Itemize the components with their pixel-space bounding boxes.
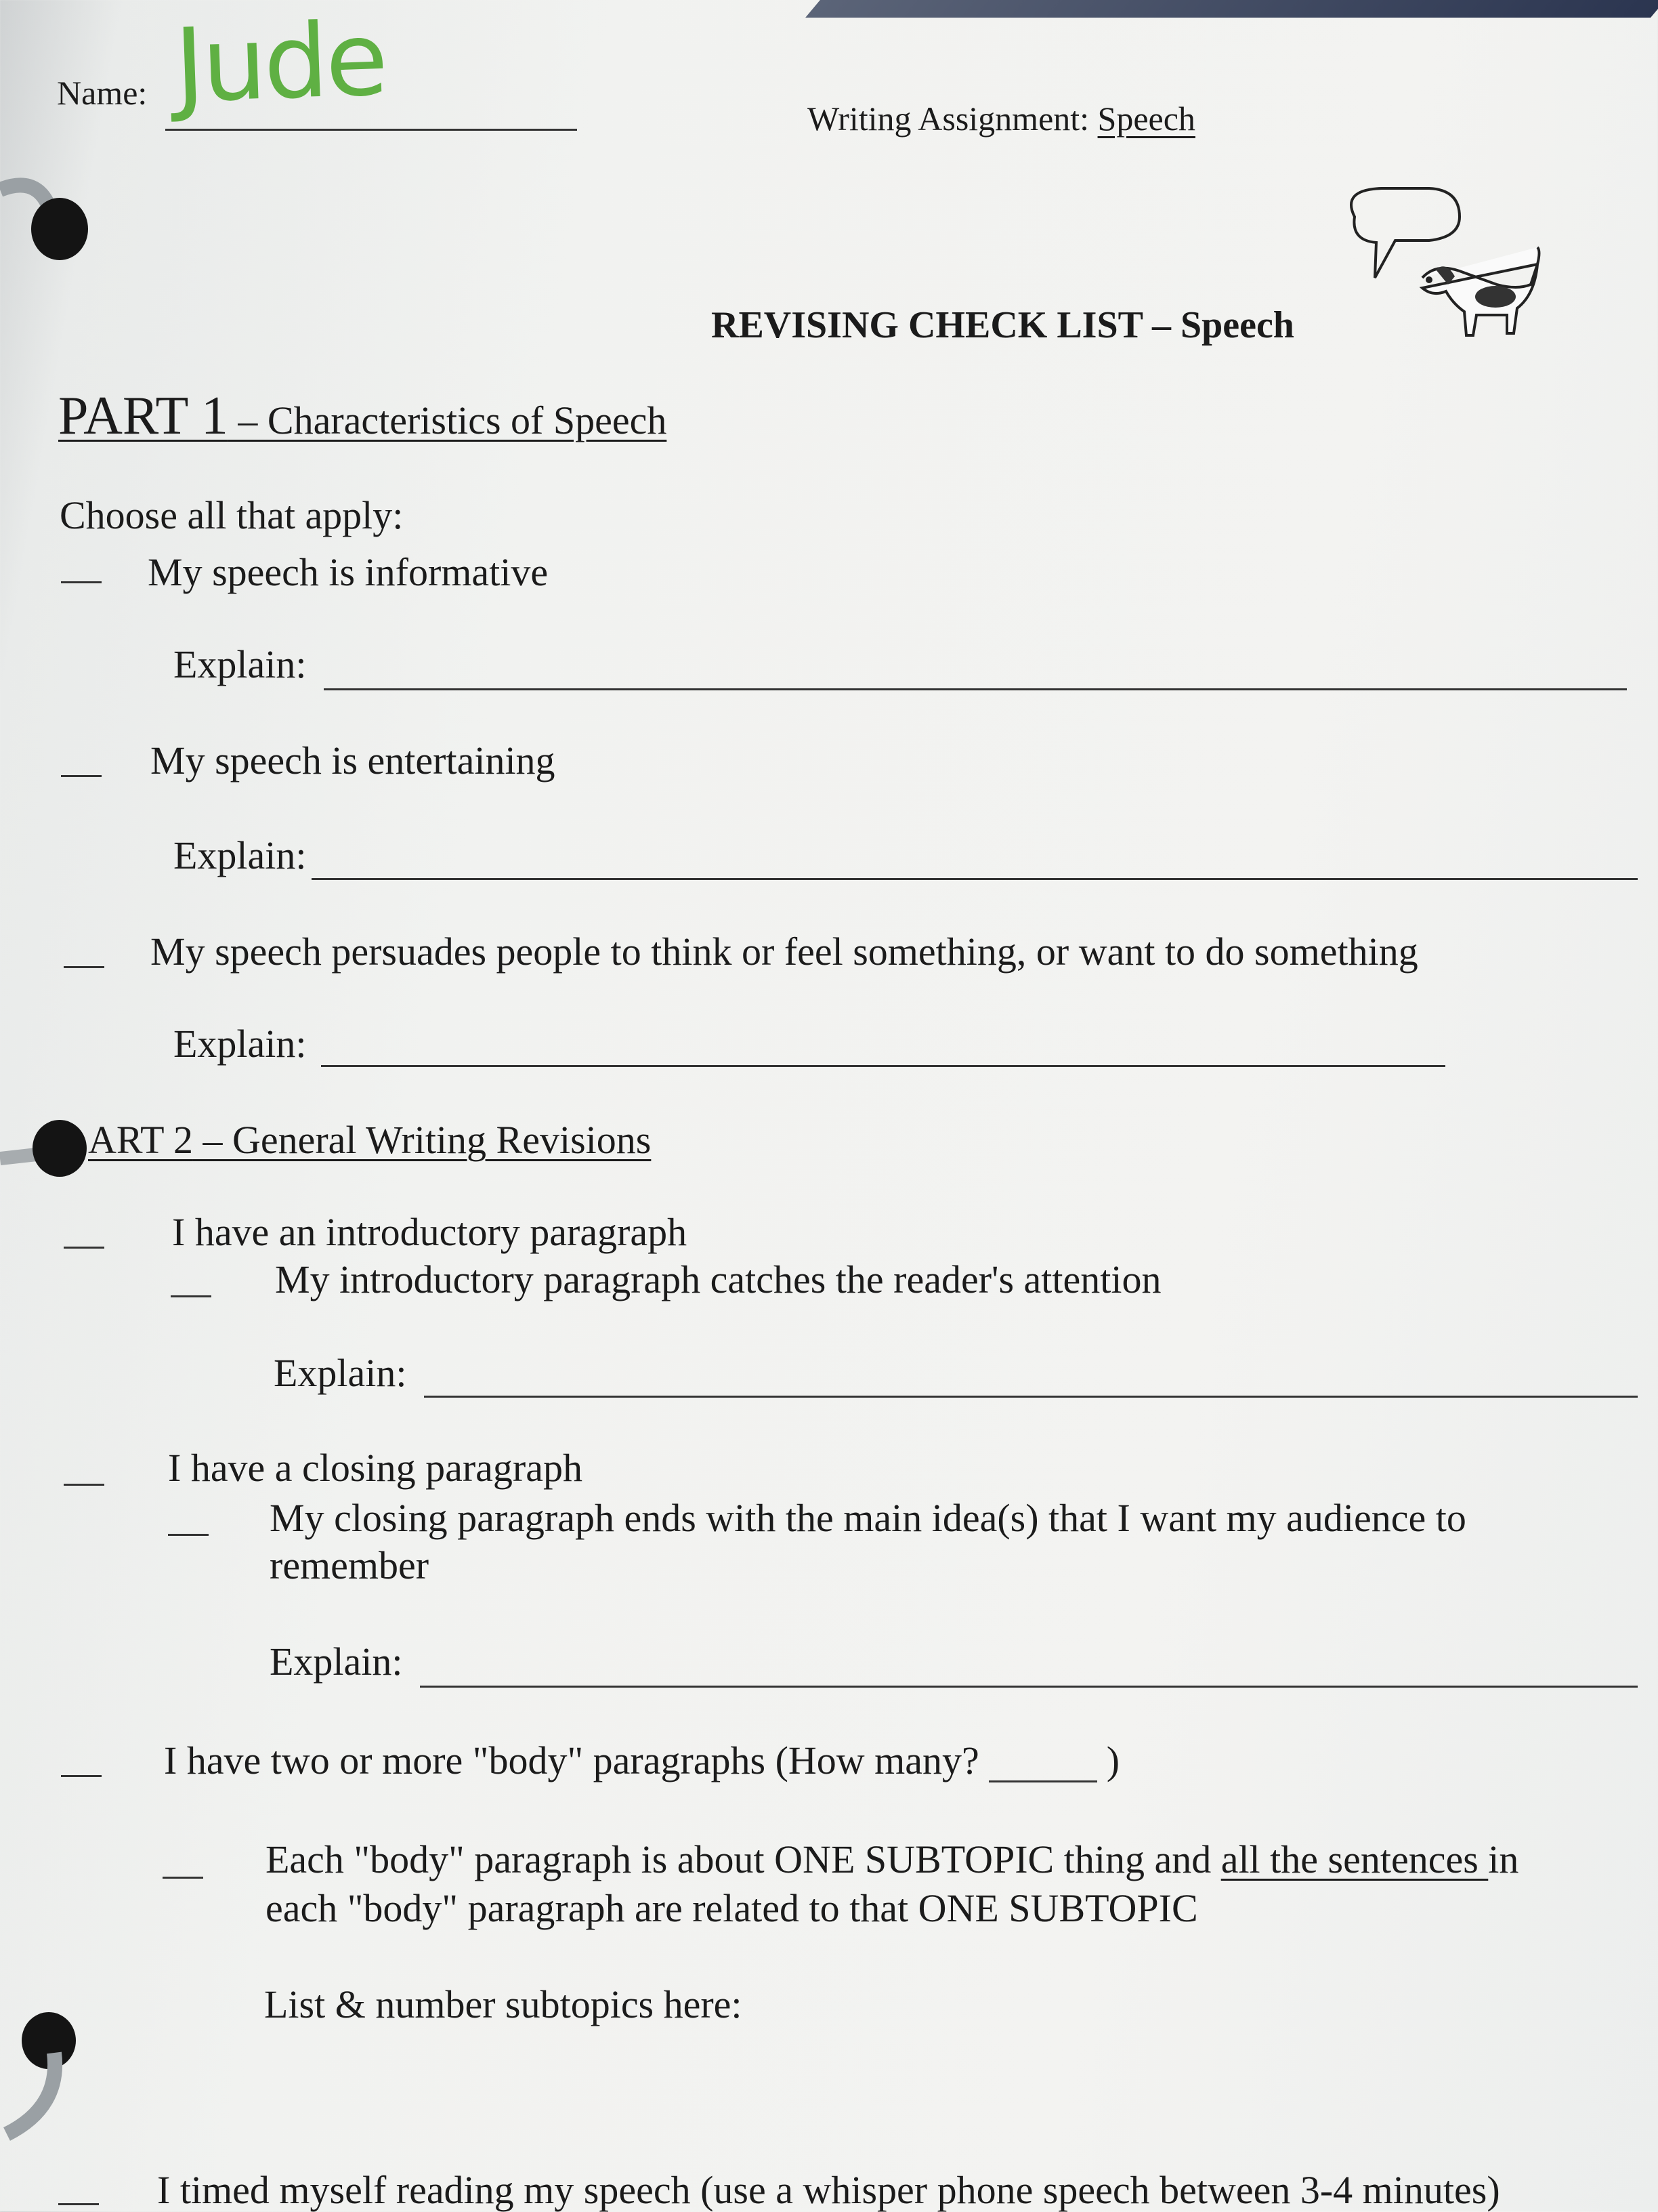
explain-line[interactable] [324, 688, 1627, 690]
subtopics-label: List & number subtopics here: [264, 1982, 742, 2026]
item-closing-sub: My closing paragraph ends with the main idea(s) that I want my audience to [270, 1496, 1466, 1540]
explain-label: Explain: [173, 642, 307, 686]
checkbox-blank[interactable] [168, 1534, 209, 1536]
explain-label: Explain: [173, 833, 307, 877]
checkbox-blank[interactable] [64, 1484, 104, 1486]
assignment-value: Speech [1097, 100, 1195, 138]
binder-ring-icon [0, 1111, 95, 1192]
item-closing-sub-cont: remember [270, 1543, 429, 1587]
explain-line[interactable] [321, 1065, 1445, 1067]
how-many-blank[interactable] [989, 1741, 1097, 1782]
part1-instruction: Choose all that apply: [60, 493, 404, 537]
item-intro-sub: My introductory paragraph catches the reader's attention [275, 1257, 1162, 1301]
item-entertaining: My speech is entertaining [150, 738, 555, 782]
checkbox-blank[interactable] [64, 1247, 104, 1249]
part1-heading: PART 1 – Characteristics of Speech [58, 386, 667, 446]
assignment-label: Writing Assignment: Speech [807, 100, 1195, 138]
explain-label: Explain: [270, 1640, 403, 1684]
page-title: REVISING CHECK LIST – Speech [711, 304, 1294, 346]
item-intro: I have an introductory paragraph [172, 1210, 687, 1254]
checkbox-blank[interactable] [61, 775, 102, 777]
explain-line[interactable] [424, 1396, 1638, 1398]
name-handwriting: Jude [173, 0, 387, 126]
checkbox-blank[interactable] [64, 966, 104, 968]
item-informative: My speech is informative [148, 550, 549, 594]
explain-line[interactable] [312, 878, 1638, 880]
item-persuades: My speech persuades people to think or feel something, or want to do something [150, 930, 1418, 974]
binder-ring-icon [0, 163, 95, 271]
name-line [165, 129, 577, 131]
explain-line[interactable] [420, 1686, 1638, 1688]
binder-ring-icon [0, 2005, 95, 2154]
item-closing: I have a closing paragraph [168, 1446, 582, 1490]
item-timed: I timed myself reading my speech (use a whisper phone speech between 3-4 minutes) [157, 2168, 1500, 2212]
checkbox-blank[interactable] [61, 581, 102, 583]
explain-label: Explain: [173, 1022, 307, 1066]
checkbox-blank[interactable] [61, 1775, 102, 1777]
name-label: Name: [57, 74, 148, 112]
item-body: I have two or more "body" paragraphs (How many? ) [164, 1738, 1120, 1782]
checkbox-blank[interactable] [163, 1877, 203, 1879]
checkbox-blank[interactable] [171, 1295, 211, 1297]
dog-icon [1334, 183, 1558, 346]
checkbox-blank[interactable] [58, 2203, 99, 2205]
part2-heading: ART 2 – General Writing Revisions [88, 1118, 652, 1162]
background-edge [805, 0, 1658, 18]
item-body-sub-cont: each "body" paragraph are related to that ONE SUBTOPIC [265, 1886, 1198, 1930]
explain-label: Explain: [274, 1351, 407, 1395]
item-body-sub: Each "body" paragraph is about ONE SUBTOPIC thing and all the sentences in [265, 1837, 1519, 1881]
